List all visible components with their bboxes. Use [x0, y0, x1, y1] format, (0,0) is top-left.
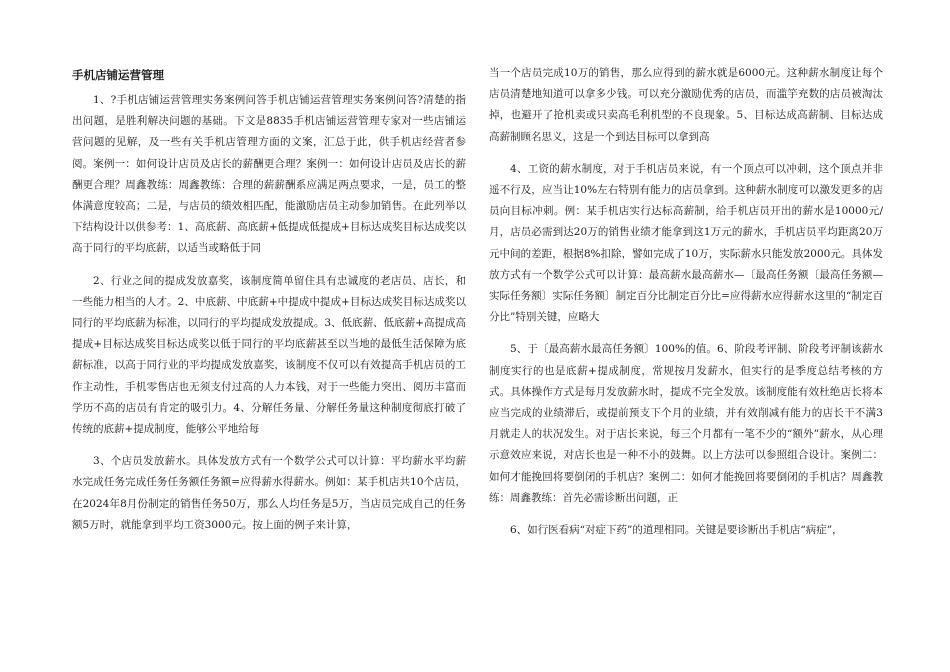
paragraph-4: 4、工资的薪水制度，对于手机店员来说，有一个顶点可以冲刺，这个顶点并非遥不行及，应当让10%左右特别有能力的店员拿到。这种薪水制度可以激发更多的店员向目标冲刺。例：某手机店实行达标高薪制，给手机店员开出的薪水是10000元/月，店员必需到达20万的销售业绩才能拿到这1万元的薪水，手机店员平均距离20万元中间的差距，根据8%扣除，譬如完成了10万，实际薪水只能发放2000元。具体发放方式有一个数学公式可以计算：最高薪水最高薪水—〔最高任务额〔最高任务额—实际任务额〕实际任务额〕制定百分比制定百分比=应得薪水应得薪水这里的“制定百分比”特别关键，应略大 [489, 162, 883, 324]
paragraph-3: 3、个店员发放薪水。具体发放方式有一个数学公式可以计算：平均薪水平均薪水完成任务完成任务任务额任务额=应得薪水得薪水。例如：某手机店共10个店员，在2024年8月份制定的销售任务50万，那么人均任务是5万，当店员完成自己的任务额5万时，就能拿到平均工资3000元。按上面的例子来计算， [72, 455, 466, 531]
left-column [72, 63, 466, 547]
paragraph-6: 6、如行医看病“对症下药”的道理相同。关键是要诊断出手机店“病症”， [510, 524, 843, 537]
paragraph-2: 2、行业之间的提成发放嘉奖，该制度简单留住具有忠诚度的老店员、店长，和一些能力相当的人才。2、中底薪、中底薪+中提成中提成+目标达成奖目标达成奖以同行的平均底薪为标准，以同行的平均提成发放提成。3、低底薪、低底薪+高提成高提成+目标达成奖目标达成奖以低于同行的平均底薪甚至以当地的最低生活保障为底薪标准，以高于同行业的平均提成发放嘉奖，该制度不仅可以有效提高手机店员的工作主动性，手机零售店也无须支付过高的人力本钱，对于一些能力突出、阅历丰富而学历不高的店员有肯定的吸引力。4、分解任务量、分解任务量这种制度彻底打破了传统的底薪+提成制度，能够公平地给每 [72, 274, 466, 436]
paragraph-3-continued: 当一个店员完成10万的销售，那么应得到的薪水就是6000元。这种薪水制度让每个店员清楚地知道可以拿多少钱。可以充分激励优秀的店员，而滥竽充数的店员被淘汰掉，也避开了抢机卖或只卖高毛利机型的不良现象。5、目标达成高薪制、目标达成高薪制顾名思义，这是一个到达目标可以拿到高 [489, 67, 883, 143]
paragraph-1: 1、?手机店铺运营管理实务案例问答手机店铺运营管理实务案例问答?清楚的指出问题，是胜利解决问题的基础。下文是8835手机店铺运营管理专家对一些店铺运营问题的见解，及一些有关手机店管理方面的文案，汇总于此，供手机店经营者参阅。案例一：如何设计店员及店长的薪酬更合理？案例一：如何设计店员及店长的薪酬更合理？周鑫教练：周鑫教练：合理的薪薪酬系应满足两点要求，一是，员工的整体满意度较高；二是，与店员的绩效相匹配，能激励店员主动参加销售。在此列举以下结构设计以供参考：1、高底薪、高底薪+低提成低提成+目标达成奖目标达成奖以高于同行的平均底薪，以适当或略低于同 [72, 94, 466, 255]
right-column [489, 63, 883, 552]
document-title: 手机店铺运营管理 [72, 68, 164, 82]
paragraph-5: 5、于〔最高薪水最高任务额〕100%的值。6、阶段考评制、阶段考评制该薪水制度实行的也是底薪+提成制度，常规按月发薪水，但实行的是季度总结考核的方式。具体操作方式是每月发放薪水时，提成不完全发放。该制度能有效杜绝店长将本应当完成的业绩滞后，或提前预支下个月的业绩，并有效削减有能力的店长干不满3月就走人的状况发生。对于店长来说，每三个月都有一笔不少的“额外”薪水，从心理示意效应来说，对店长也是一种不小的鼓舞。以上方法可以参照组合设计。案例二：如何才能挽回将要倒闭的手机店？案例二：如何才能挽回将要倒闭的手机店？周鑫教练：周鑫教练：首先必需诊断出问题，正 [489, 343, 883, 504]
